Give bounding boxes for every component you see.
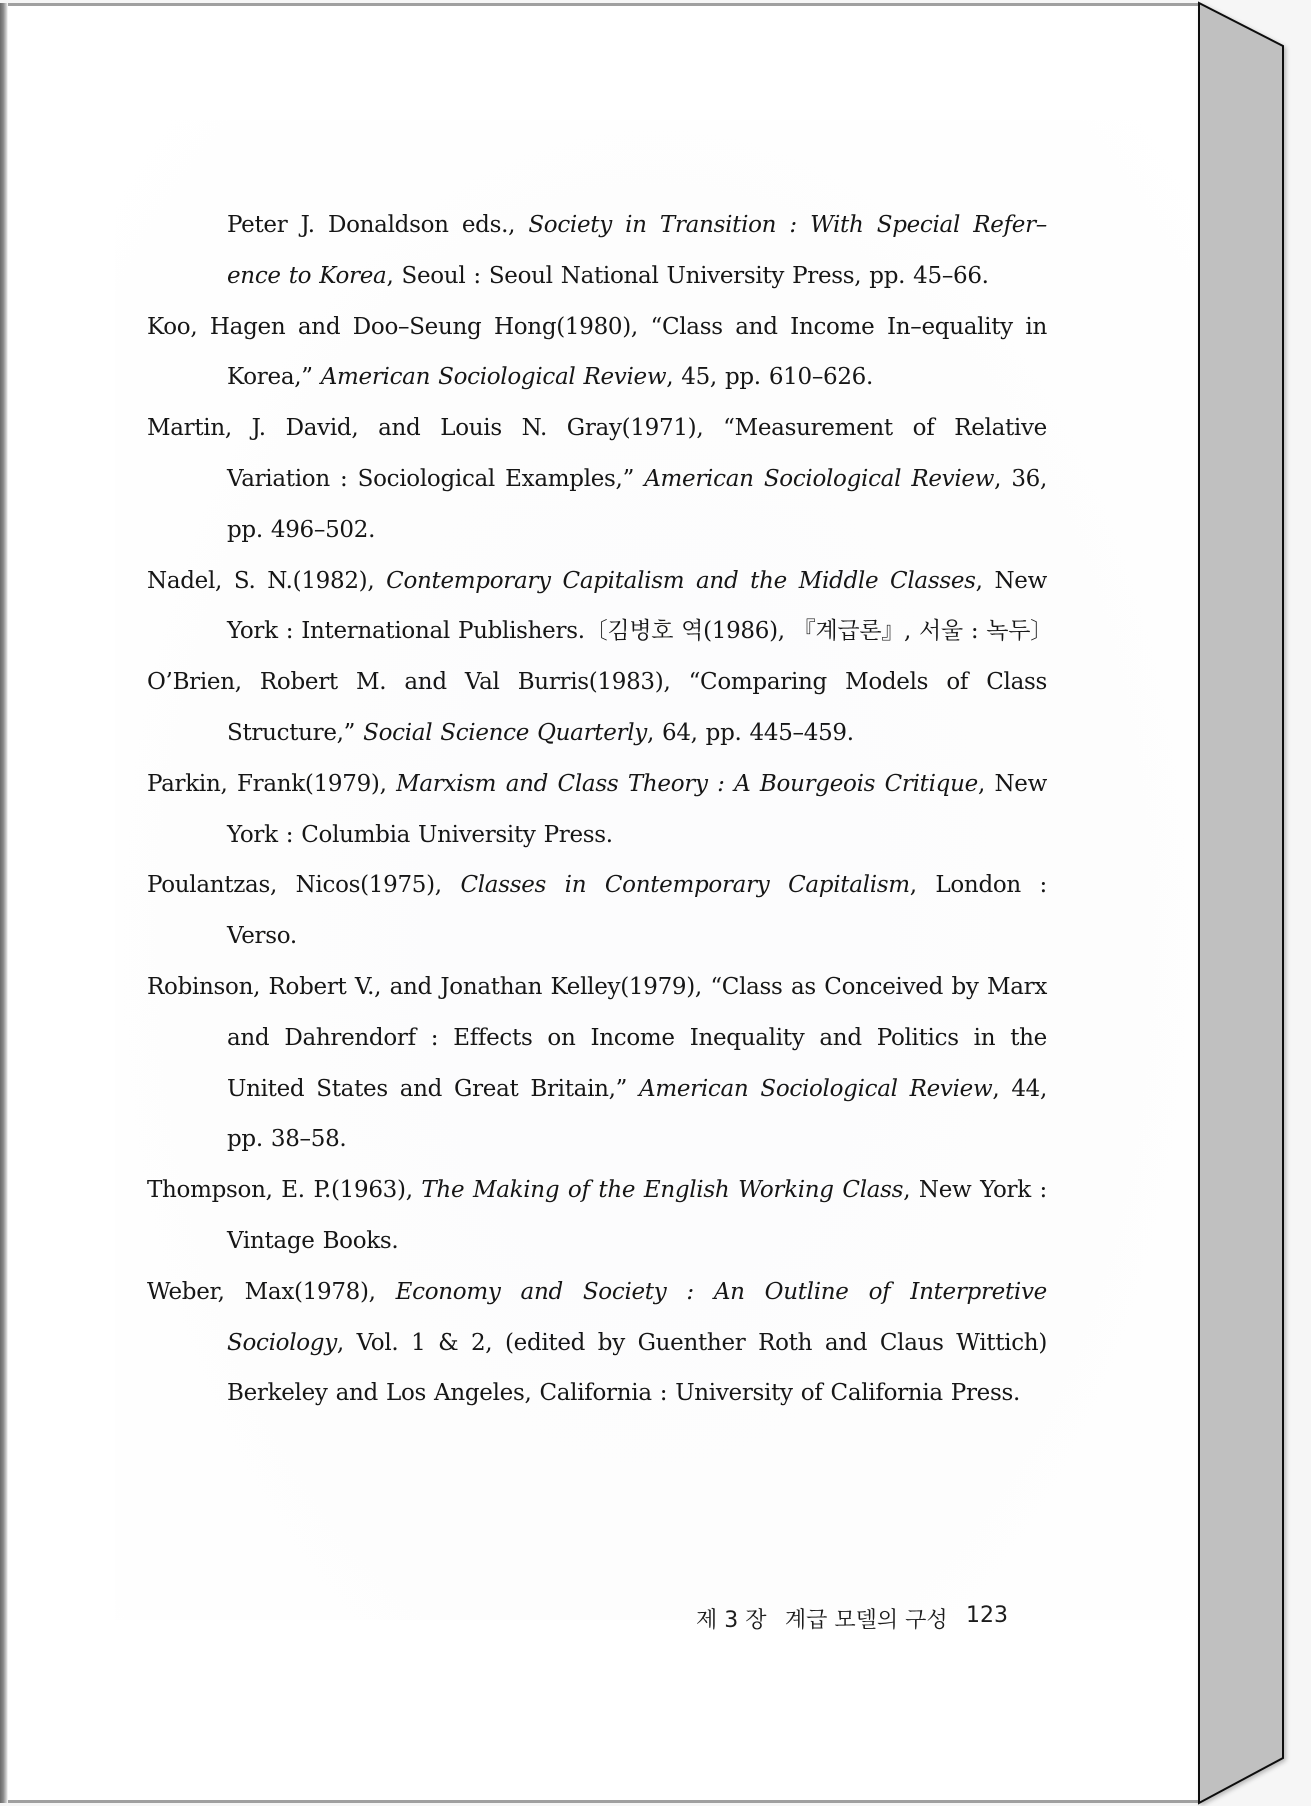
reference-entry (147, 657, 1047, 759)
reference-title-italic: American Sociological Review (644, 465, 995, 492)
reference-title-italic: Contemporary Capitalism and the Middle Classes (386, 567, 976, 594)
reference-text: , 45, pp. 610–626. (666, 364, 874, 391)
reference-title-italic: Society in Transition : With Special Refer–ence to Korea (227, 212, 1047, 289)
reference-entry (147, 556, 1053, 658)
reference-text: , Seoul : Seoul National University Press, pp. 45–66. (386, 262, 989, 289)
reference-entry (147, 1165, 1047, 1267)
reference-title-italic: Economy and Society : An Outline of Interpretive Sociology (227, 1278, 1047, 1356)
reference-title-italic: American Sociological Review (320, 364, 667, 391)
reference-text: , 44, pp. 38–58. (227, 1075, 1048, 1153)
page-footer (696, 1603, 1008, 1634)
reference-text: Nadel, S. N.(1982), (147, 567, 387, 594)
reference-entry (147, 200, 1047, 302)
reference-entry (147, 403, 1047, 555)
reference-text: Peter J. Donaldson eds., (227, 212, 529, 238)
reference-text: O’Brien, Robert M. and Val Burris(1983), “Comparing Models of Class Structure,” (147, 669, 1047, 746)
reference-entry (147, 1267, 1047, 1419)
reference-list (147, 200, 1053, 1419)
reference-text: , Vol. 1 & 2, (edited by Guenther Roth and Claus Wittich) Berkeley and Los Angeles, California : University of California Press. (227, 1329, 1047, 1407)
reference-text: , 64, pp. 445–459. (646, 719, 854, 746)
reference-text: , 36, pp. 496–502. (227, 465, 1047, 543)
reference-entry (147, 962, 1047, 1165)
page-left-edge (0, 3, 8, 1803)
reference-text: , New York : Columbia University Press. (227, 770, 1047, 848)
reference-text: Koo, Hagen and Doo–Seung Hong(1980), “Class and Income In–equality in Korea,” (147, 313, 1047, 391)
reference-title-italic: The Making of the English Working Class (421, 1177, 904, 1204)
reference-title-italic: Marxism and Class Theory : A Bourgeois Critique (396, 770, 978, 797)
reference-entry (147, 759, 1047, 861)
reference-text: Robinson, Robert V., and Jonathan Kelley(1979), “Class as Conceived by Marx and Dahrendorf : Effects on Income Inequality and Politics in the United States and Great Britain,” (147, 973, 1047, 1102)
reference-text: Martin, J. David, and Louis N. Gray(1971), “Measurement of Relative Variation : Sociological Examples,” (147, 415, 1047, 492)
reference-text: Parkin, Frank(1979), (147, 770, 397, 797)
reference-title-italic: American Sociological Review (639, 1075, 993, 1102)
reference-title-italic: Classes in Contemporary Capitalism (460, 872, 910, 899)
chapter-label: 제 3 장 (696, 1608, 767, 1633)
reference-entry (147, 302, 1047, 404)
reference-text: , New York : Vintage Books. (227, 1177, 1047, 1254)
reference-entry (147, 860, 1047, 962)
page-number: 123 (965, 1603, 1008, 1628)
reference-text: , New York : International Publishers.〔김병호 역(1986), 『계급론』, 서울 : 녹두〕 (227, 567, 1053, 645)
reference-title-italic: Social Science Quarterly (363, 719, 647, 746)
reference-text: , London : Verso. (227, 872, 1048, 950)
reference-text: Thompson, E. P.(1963), (147, 1177, 422, 1204)
chapter-title: 계급 모델의 구성 (784, 1608, 948, 1633)
reference-text: Poulantzas, Nicos(1975), (147, 872, 461, 899)
reference-text: Weber, Max(1978), (147, 1278, 396, 1305)
